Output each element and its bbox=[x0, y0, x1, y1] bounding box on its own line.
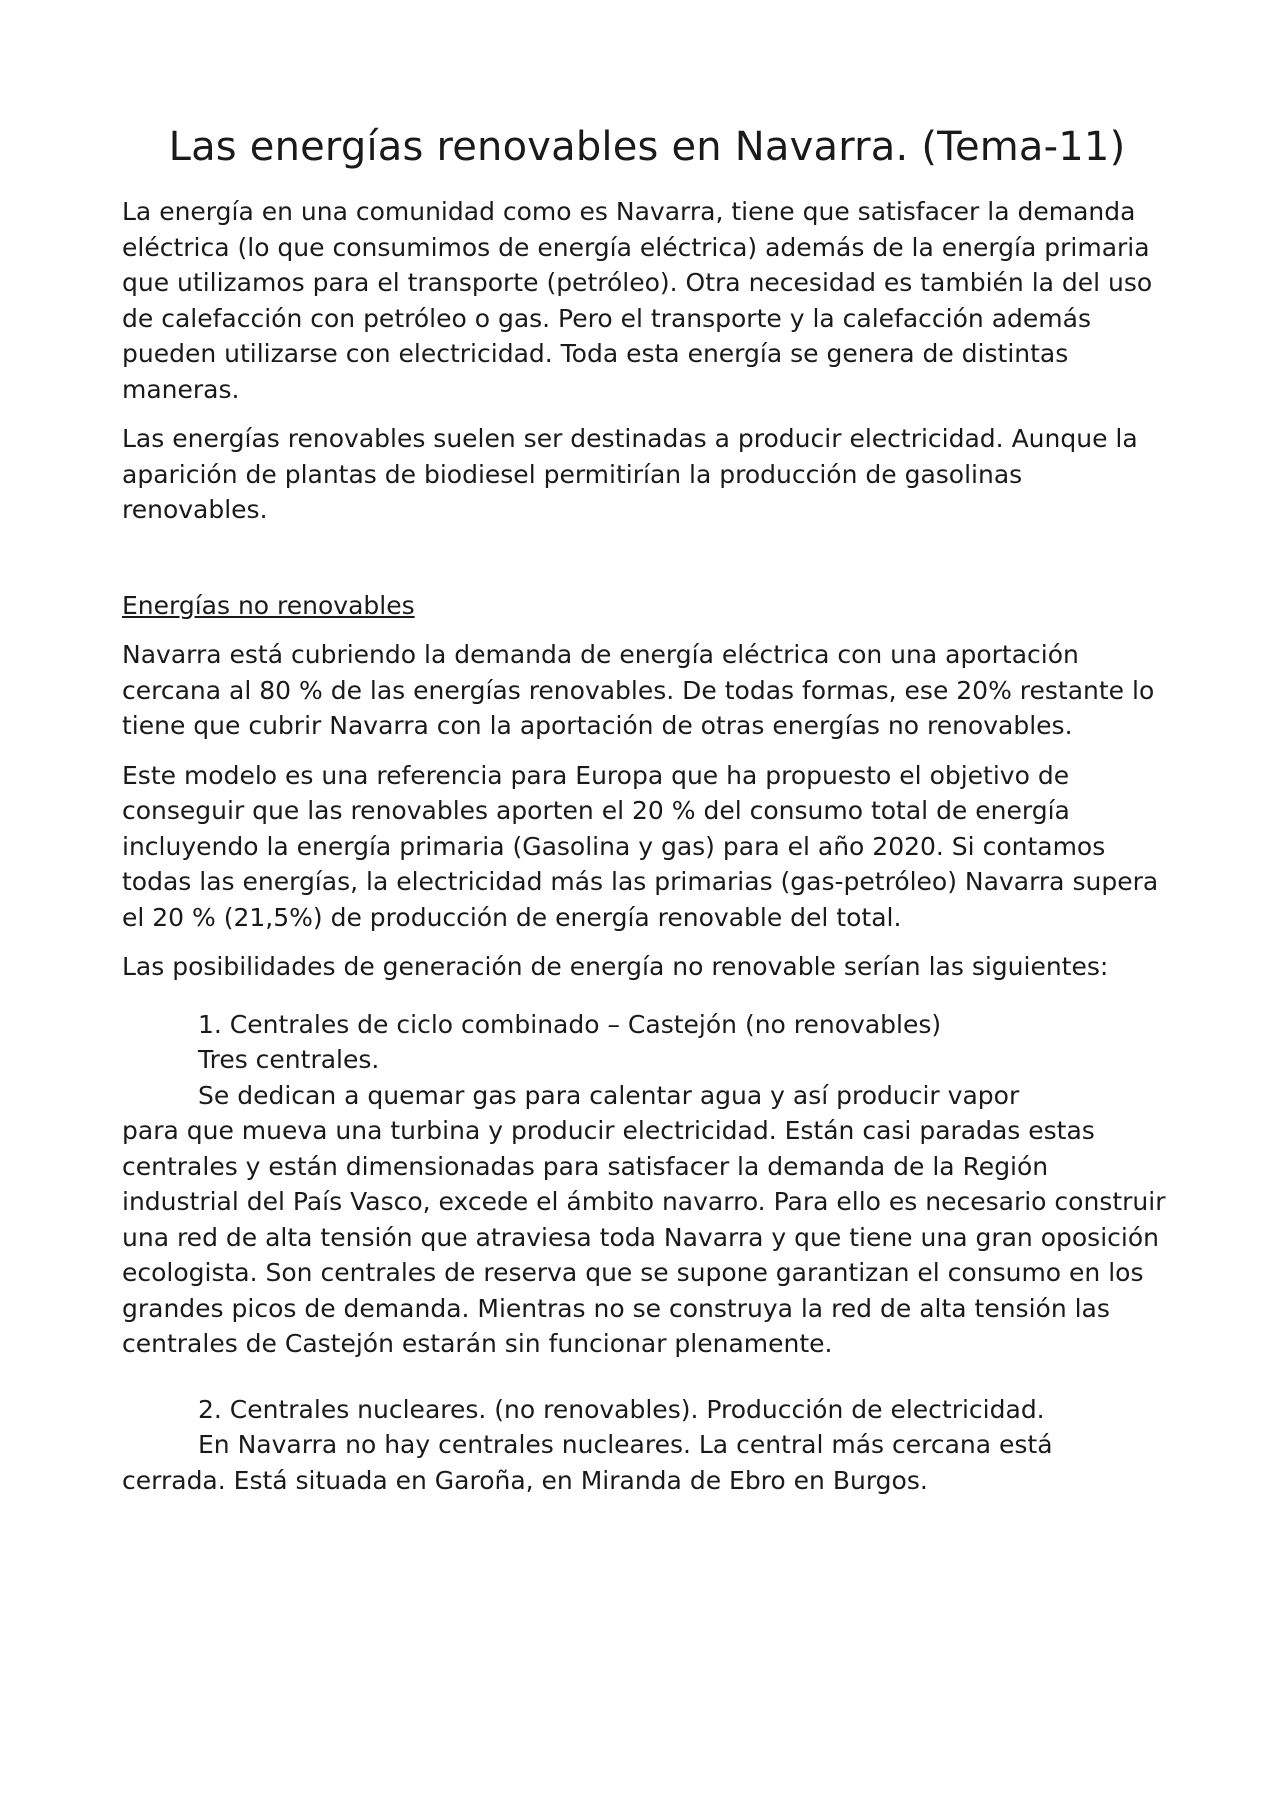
section-paragraph-3: Las posibilidades de generación de energía no renovable serían las siguientes: bbox=[122, 952, 1109, 981]
section-paragraph-2: Este modelo es una referencia para Europa que ha propuesto el objetivo de conseguir que las renovables aporten el 20 % del consumo total de energía incluyendo la energía primaria (Gasolina y gas) para el año 2020. Si contamos todas las energías, la electricidad más las primarias (gas-petróleo) Navarra supera el 20 % (21,5%) de producción de energía renovable del total. bbox=[122, 760, 1159, 932]
section-spacer bbox=[122, 542, 1172, 588]
list-item-1-body: para que mueva una turbina y producir electricidad. Están casi paradas estas centrales y están dimensionadas para satisfacer la demanda de la Región industrial del País Vasco, excede el ámbito navarro. Para ello es necesario construir una red de alta tensión que atraviesa toda Navarra y que tiene una gran oposición ecologista. Son centrales de reserva que se supone garantizan el consumo en los grandes picos de demanda. Mientras no se construya la red de alta tensión las centrales de Castejón estarán sin funcionar plenamente. bbox=[122, 1116, 1166, 1358]
intro-paragraph-2: Las energías renovables suelen ser destinadas a producir electricidad. Aunque la aparición de plantas de biodiesel permitirían la producción de gasolinas renovables. bbox=[122, 424, 1138, 524]
intro-paragraph-1: La energía en una comunidad como es Navarra, tiene que satisfacer la demanda eléctrica (lo que consumimos de energía eléctrica) además de la energía primaria que utilizamos para el transporte (petróleo). Otra necesidad es también la del uso de calefacción con petróleo o gas. Pero el transporte y la calefacción además pueden utilizarse con electricidad. Toda esta energía se genera de distintas maneras. bbox=[122, 197, 1153, 404]
list-item-1-heading: 1. Centrales de ciclo combinado – Castejón (no renovables) bbox=[198, 1009, 942, 1039]
list-item-1 bbox=[122, 1007, 1172, 1362]
section-paragraph-1: Navarra está cubriendo la demanda de energía eléctrica con una aportación cercana al 80 % de las energías renovables. De todas formas, ese 20% restante lo tiene que cubrir Navarra con la aportación de otras energías no renovables. bbox=[122, 640, 1155, 740]
document-title: Las energías renovables en Navarra. (Tema-11) bbox=[168, 124, 1126, 170]
list-spacer bbox=[122, 1362, 1172, 1392]
document-page bbox=[122, 118, 1172, 1498]
section-heading: Energías no renovables bbox=[122, 590, 415, 620]
list-item-2 bbox=[122, 1392, 1172, 1499]
list-item-2-heading: 2. Centrales nucleares. (no renovables). Producción de electricidad. bbox=[198, 1394, 1045, 1424]
list-item-2-body-first-line: En Navarra no hay centrales nucleares. La central más cercana está bbox=[198, 1430, 1053, 1459]
list-item-2-body: cerrada. Está situada en Garoña, en Miranda de Ebro en Burgos. bbox=[122, 1465, 928, 1495]
list-item-1-subheading: Tres centrales. bbox=[198, 1045, 380, 1074]
list-item-1-body-first-line: Se dedican a quemar gas para calentar agua y así producir vapor bbox=[198, 1080, 1020, 1110]
